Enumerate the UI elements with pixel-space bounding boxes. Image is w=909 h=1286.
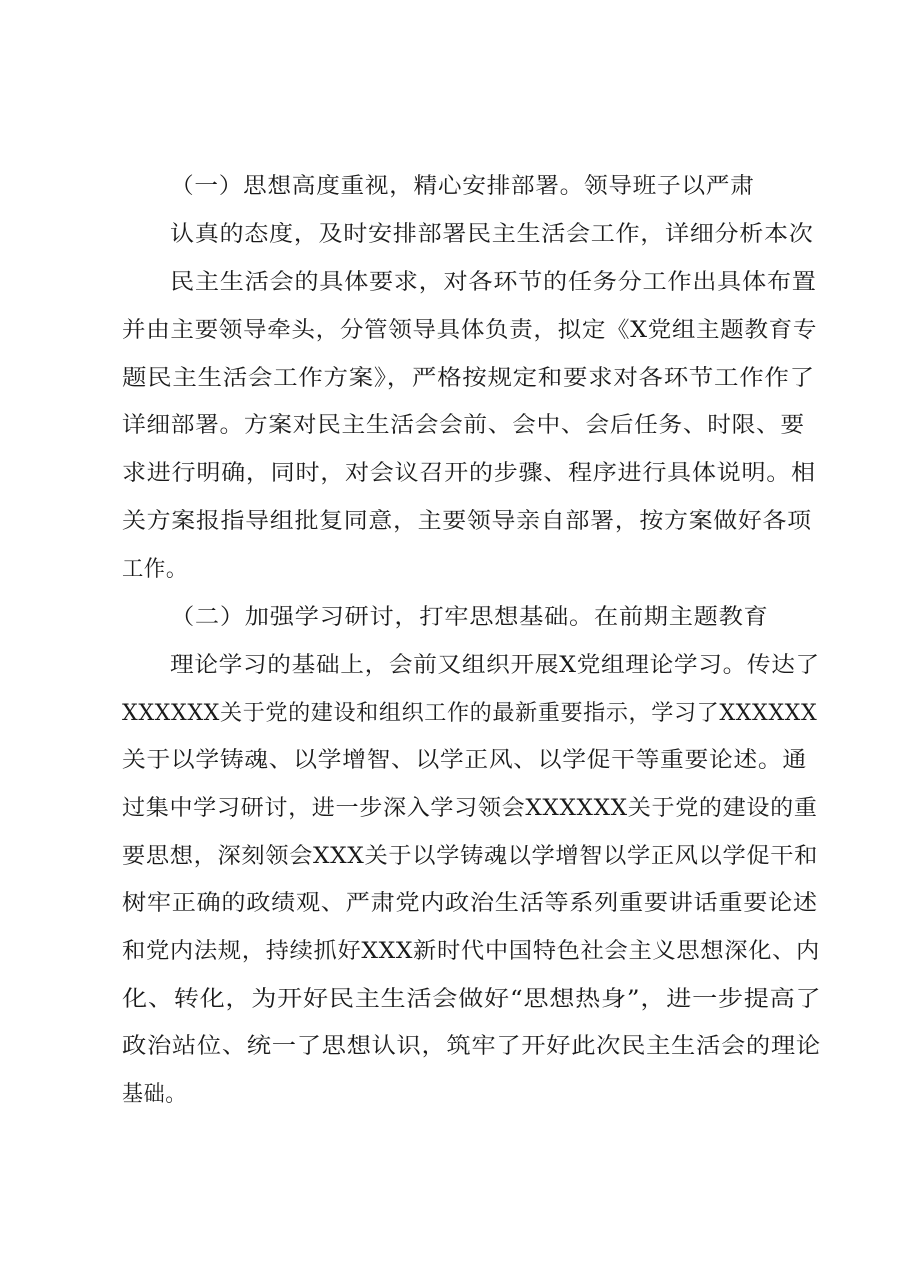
section-1-line-7: 求进行明确，同时，对会议召开的步骤、程序进行具体说明。相 (122, 461, 816, 486)
section-1-line-2: 认真的态度，及时安排部署民主生活会工作，详细分析本次 (170, 222, 814, 247)
section-2-line-6: 要思想，深刻领会XXX关于以学铸魂以学增智以学正风以学促干和 (122, 844, 818, 869)
section-2-line-7: 树牢正确的政绩观、严肃党内政治生活等系列重要讲话重要论述 (122, 891, 818, 916)
section-2-line-1: （二）加强学习研讨，打牢思想基础。在前期主题教育 (170, 605, 769, 630)
section-2-line-11: 基础。 (122, 1082, 187, 1107)
section-1-line-9: 工作。 (122, 557, 188, 582)
section-2-line-10: 政治站位、统一了思想认识，筑牢了开好此次民主生活会的理论 (122, 1034, 821, 1059)
section-2-line-9: 化、转化，为开好民主生活会做好“思想热身”，进一步提高了 (122, 987, 822, 1012)
section-2-line-3: XXXXXX关于党的建设和组织工作的最新重要指示，学习了XXXXXX (122, 701, 818, 726)
section-2-line-8: 和党内法规，持续抓好XXX新时代中国特色社会主义思想深化、内 (122, 939, 820, 964)
section-1-line-8: 关方案报指导组批复同意，主要领导亲自部署，按方案做好各项 (122, 509, 812, 534)
section-1-line-4: 并由主要领导牵头，分管领导具体负责，拟定《X党组主题教育专 (122, 318, 818, 343)
section-1-line-5: 题民主生活会工作方案》，严格按规定和要求对各环节工作作了 (122, 366, 815, 391)
section-2-line-4: 关于以学铸魂、以学增智、以学正风、以学促干等重要论述。通 (122, 748, 807, 773)
section-2-line-5: 过集中学习研讨，进一步深入学习领会XXXXXX关于党的建设的重 (122, 796, 818, 821)
section-2-line-2: 理论学习的基础上，会前又组织开展X党组理论学习。传达了 (170, 653, 820, 678)
section-1-line-1: （一）思想高度重视，精心安排部署。领导班子以严肃 (170, 174, 755, 199)
section-1-line-6: 详细部署。方案对民主生活会会前、会中、会后任务、时限、要 (122, 413, 805, 438)
section-1-line-3: 民主生活会的具体要求，对各环节的任务分工作出具体布置 (170, 270, 817, 295)
